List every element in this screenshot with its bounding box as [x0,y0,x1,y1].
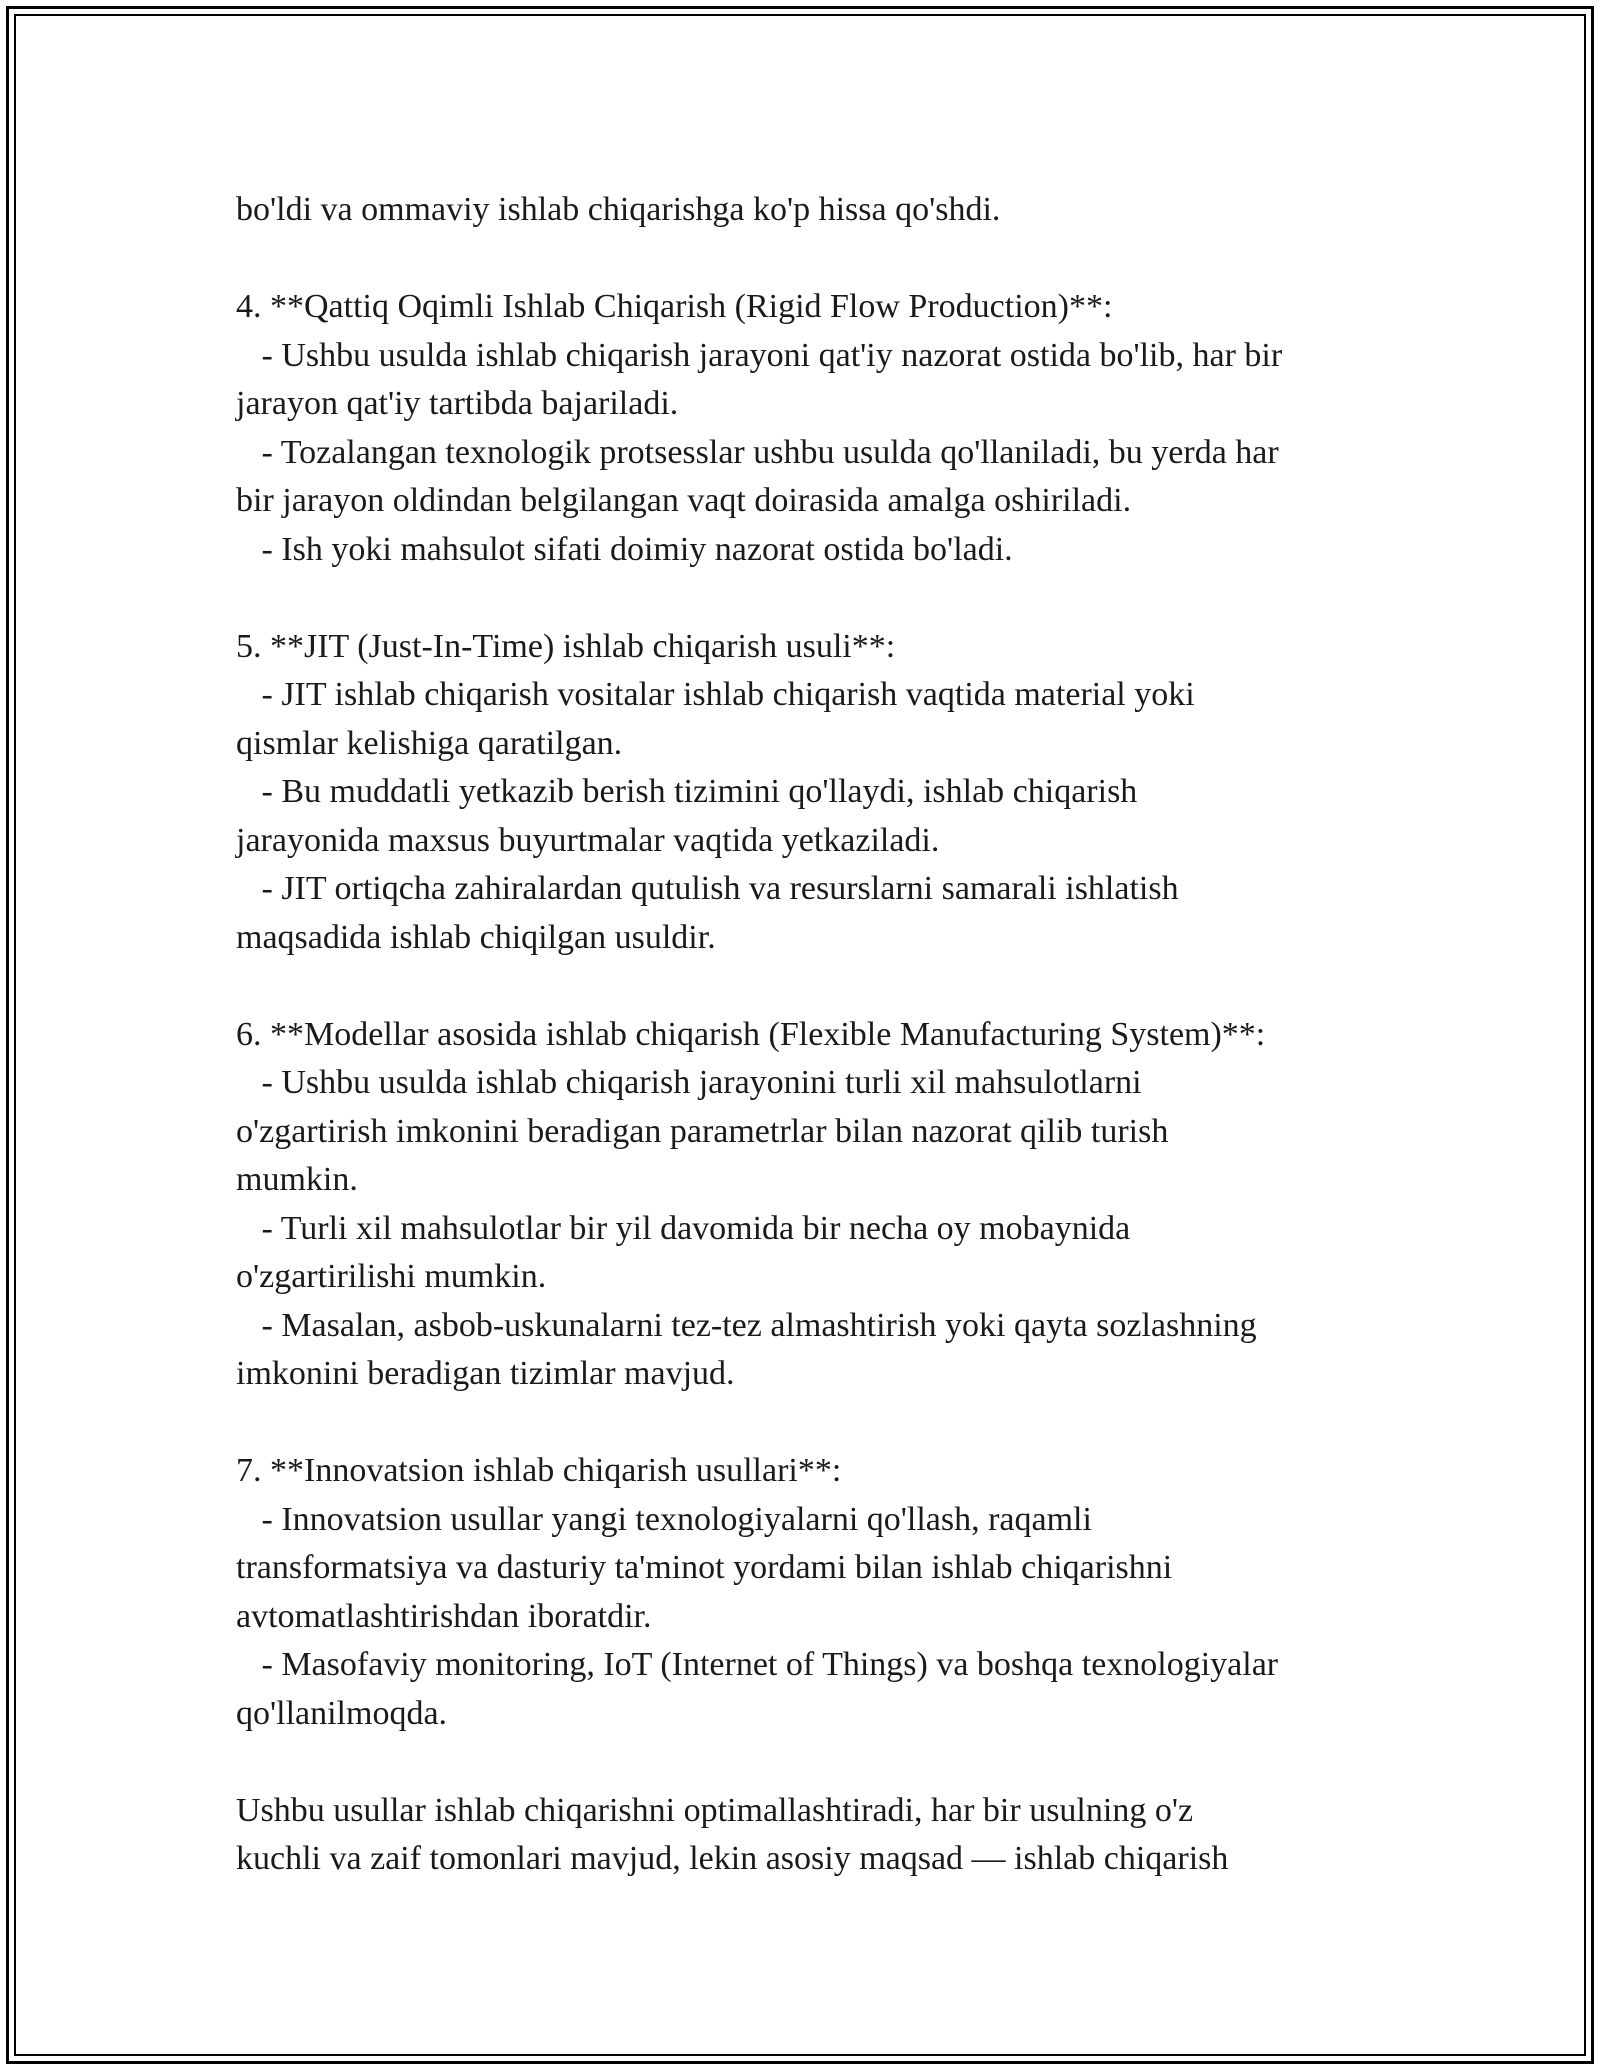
text-line: kuchli va zaif tomonlari mavjud, lekin asosiy maqsad — ishlab chiqarish [236,1840,1229,1877]
text-line: 4. **Qattiq Oqimli Ishlab Chiqarish (Rigid Flow Production)**: [236,288,1113,325]
paragraph-gap [236,1399,1386,1448]
text-line: bir jarayon oldindan belgilangan vaqt doirasida amalga oshiriladi. [236,482,1132,519]
paragraph [236,1447,1386,1738]
text-line: mumkin. [236,1161,358,1198]
text-line: 7. **Innovatsion ishlab chiqarish usullari**: [236,1452,842,1489]
paragraph [236,623,1386,963]
paragraph-gap [236,1738,1386,1787]
paragraph [236,1787,1386,1884]
text-line: qismlar kelishiga qaratilgan. [236,724,623,762]
text-line: - JIT ortiqcha zahiralardan qutulish va resurslarni samarali ishlatish [236,870,1179,907]
paragraph-gap [236,574,1386,623]
text-line: o'zgartirish imkonini beradigan parametrlar bilan nazorat qilib turish [236,1112,1169,1150]
paragraph [236,1011,1386,1399]
text-line: - Ushbu usulda ishlab chiqarish jarayoni qat'iy nazorat ostida bo'lib, har bir [236,336,1283,374]
paragraph [236,283,1386,574]
text-line: jarayonida maxsus buyurtmalar vaqtida yetkaziladi. [236,821,940,859]
text-line: 5. **JIT (Just-In-Time) ishlab chiqarish usuli**: [236,627,896,665]
text-line: - Masofaviy monitoring, IoT (Internet of Things) va boshqa texnologiyalar [236,1646,1279,1683]
text-line: - Innovatsion usullar yangi texnologiyalarni qo'llash, raqamli [236,1500,1092,1538]
text-line: 6. **Modellar asosida ishlab chiqarish (Flexible Manufacturing System)**: [236,1015,1266,1053]
paragraph [236,186,1386,235]
paragraph-gap [236,962,1386,1011]
text-line: o'zgartirilishi mumkin. [236,1258,547,1295]
document-body [236,186,1386,1884]
text-line: maqsadida ishlab chiqilgan usuldir. [236,918,716,956]
text-line: imkonini beradigan tizimlar mavjud. [236,1355,735,1392]
text-line: avtomatlashtirishdan iboratdir. [236,1597,652,1635]
text-line: - Ushbu usulda ishlab chiqarish jarayonini turli xil mahsulotlarni [236,1064,1142,1101]
paragraph-gap [236,235,1386,284]
text-line: - JIT ishlab chiqarish vositalar ishlab chiqarish vaqtida material yoki [236,676,1195,713]
text-line: - Tozalangan texnologik protsesslar ushbu usulda qo'llaniladi, bu yerda har [236,433,1279,471]
text-line: - Ish yoki mahsulot sifati doimiy nazorat ostida bo'ladi. [236,530,1013,568]
text-line: - Masalan, asbob-uskunalarni tez-tez almashtirish yoki qayta sozlashning [236,1306,1257,1344]
text-line: transformatsiya va dasturiy ta'minot yordami bilan ishlab chiqarishni [236,1549,1173,1586]
text-line: bo'ldi va ommaviy ishlab chiqarishga ko'p hissa qo'shdi. [236,191,1001,228]
text-line: jarayon qat'iy tartibda bajariladi. [236,385,679,422]
text-line: - Bu muddatli yetkazib berish tizimini qo'llaydi, ishlab chiqarish [236,773,1138,810]
text-line: - Turli xil mahsulotlar bir yil davomida bir necha oy mobaynida [236,1209,1131,1247]
text-line: qo'llanilmoqda. [236,1694,448,1732]
text-line: Ushbu usullar ishlab chiqarishni optimallashtiradi, har bir usulning o'z [236,1791,1194,1829]
